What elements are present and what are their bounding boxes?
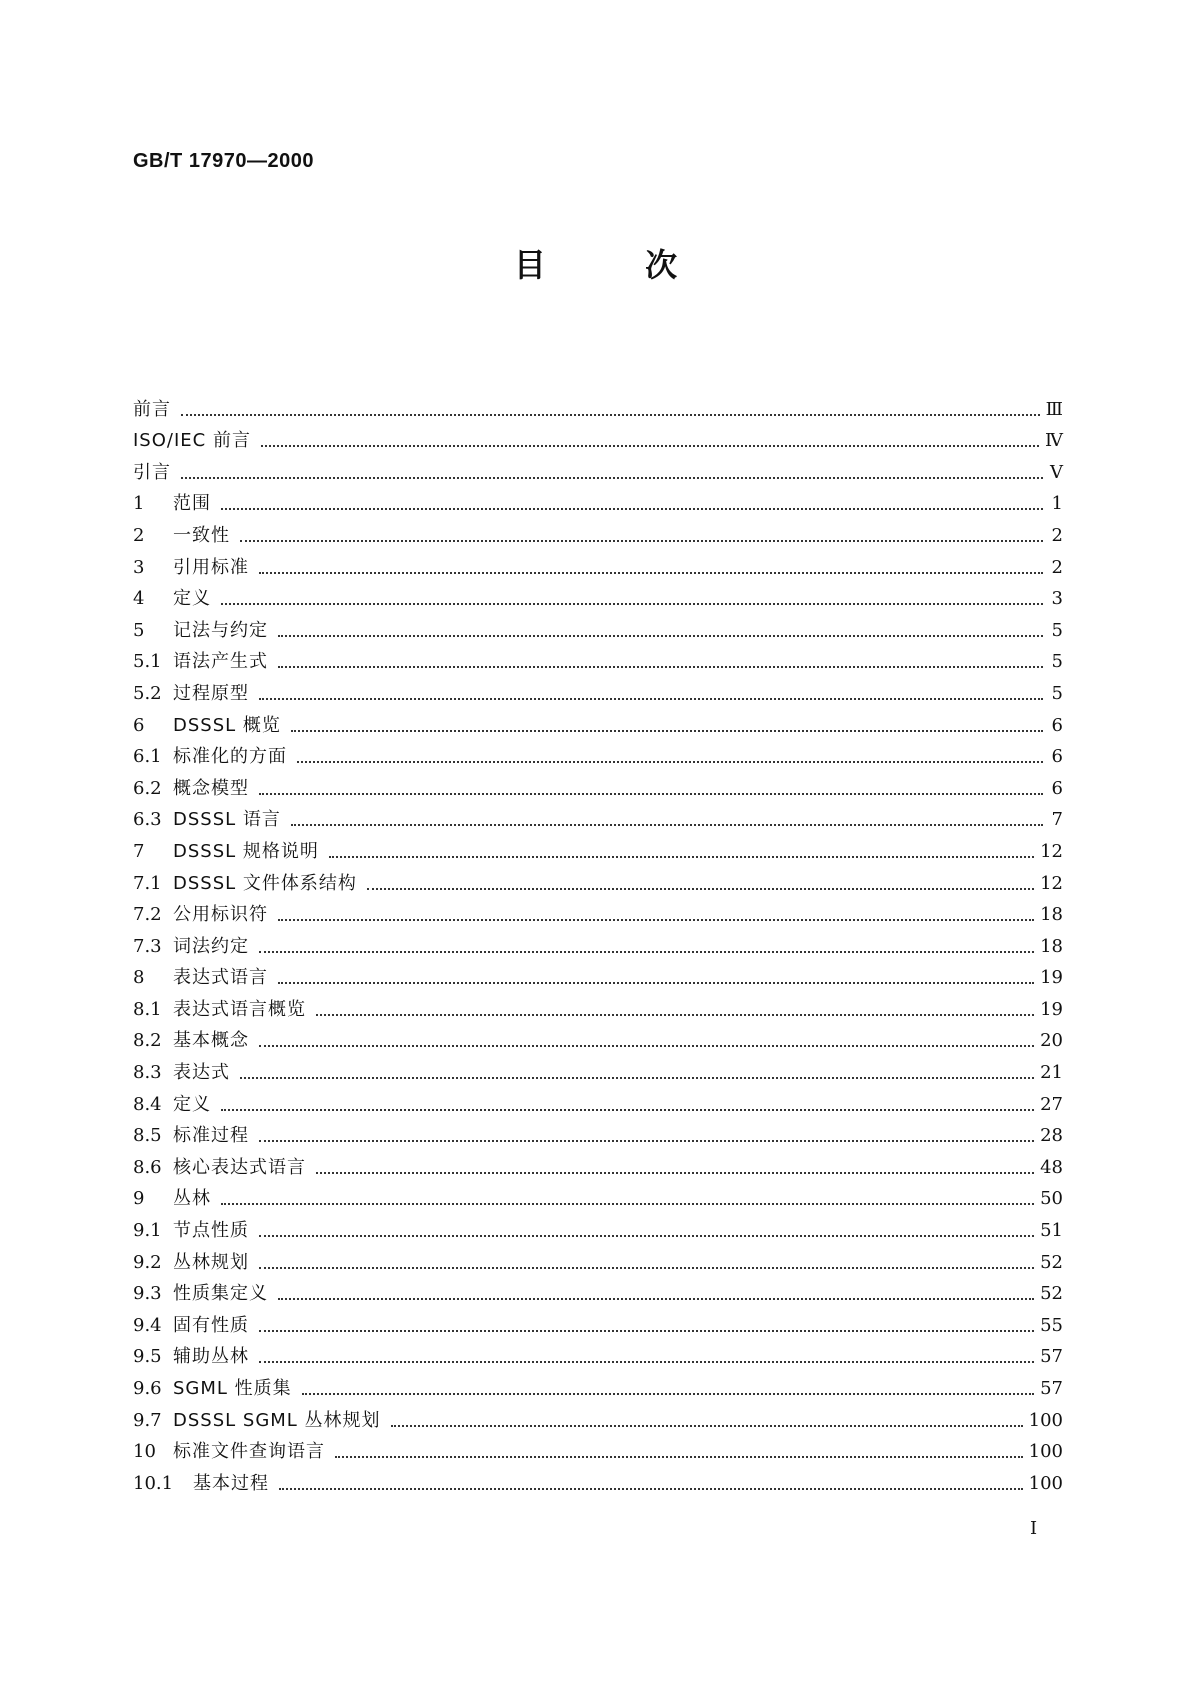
toc-entry-label: 核心表达式语言 (173, 1156, 306, 1178)
toc-entry-page: 12 (1040, 872, 1063, 894)
toc-entry-page: 7 (1051, 809, 1063, 831)
toc-entry[interactable] (133, 1052, 1063, 1084)
toc-entry-number: 9.1 (133, 1220, 162, 1242)
toc-leader-dots (259, 792, 1043, 795)
toc-entry-page: 19 (1040, 998, 1063, 1020)
toc-entry-label: SGML 性质集 (173, 1378, 292, 1399)
toc-entry-page: 2 (1051, 524, 1063, 546)
toc-leader-dots (181, 476, 1043, 479)
toc-entry-page: Ⅲ (1045, 398, 1063, 420)
toc-entry[interactable] (133, 673, 1063, 705)
toc-entry-page: 27 (1040, 1093, 1063, 1115)
toc-entry-number: 5.2 (133, 682, 162, 704)
toc-entry-page: 57 (1040, 1346, 1063, 1368)
toc-entry-label: 定义 (173, 588, 211, 610)
toc-entry[interactable] (133, 1400, 1063, 1432)
toc-entry-label: 标准化的方面 (173, 746, 287, 768)
toc-leader-dots (240, 1076, 1034, 1079)
toc-entry[interactable] (133, 800, 1063, 832)
toc-entry-label: 丛林 (173, 1188, 211, 1210)
toc-leader-dots (259, 1360, 1034, 1363)
toc-entry-page: 20 (1040, 1030, 1063, 1052)
toc-entry-label: 标准文件查询语言 (173, 1441, 325, 1463)
toc-entry-number: 9.2 (133, 1251, 162, 1273)
toc-entry-page: 57 (1040, 1378, 1063, 1399)
toc-entry[interactable] (133, 705, 1063, 737)
toc-entry-number: 7.1 (133, 872, 162, 894)
toc-entry-label: 定义 (173, 1093, 211, 1115)
toc-leader-dots (259, 1266, 1034, 1269)
toc-entry[interactable] (133, 1116, 1063, 1148)
toc-entry-number: 5 (133, 619, 145, 641)
toc-entry-label: 节点性质 (173, 1220, 249, 1242)
toc-leader-dots (240, 539, 1043, 542)
toc-entry-page: 21 (1040, 1062, 1063, 1084)
toc-entry[interactable] (133, 1463, 1063, 1495)
toc-entry-label: ISO/IEC 前言 (133, 430, 251, 452)
toc-entry-label: DSSSL 文件体系结构 (173, 872, 357, 894)
toc-entry-label: 表达式语言 (173, 967, 268, 989)
toc-entry-label: 语法产生式 (173, 651, 268, 673)
toc-entry-number: 9.6 (133, 1378, 162, 1399)
toc-leader-dots (259, 1234, 1034, 1237)
toc-entry-number: 6 (133, 714, 145, 736)
toc-leader-dots (278, 665, 1043, 668)
toc-entry-number: 9.7 (133, 1409, 162, 1431)
toc-entry-page: 6 (1051, 746, 1063, 768)
toc-entry[interactable] (133, 421, 1063, 453)
toc-title-char-2: 次 (645, 246, 678, 284)
toc-entry-page: 100 (1028, 1409, 1063, 1431)
toc-entry-page: 51 (1040, 1220, 1063, 1242)
toc-entry[interactable] (133, 1210, 1063, 1242)
toc-entry-number: 2 (133, 524, 145, 546)
toc-leader-dots (221, 1202, 1034, 1205)
toc-entry[interactable] (133, 926, 1063, 958)
toc-entry-number: 7 (133, 840, 145, 862)
toc-entry-label: 基本概念 (173, 1030, 249, 1052)
toc-entry[interactable] (133, 1337, 1063, 1369)
toc-entry[interactable] (133, 1305, 1063, 1337)
toc-entry-page: Ⅴ (1050, 461, 1063, 483)
toc-entry-label: 范围 (173, 493, 211, 515)
toc-leader-dots (335, 1455, 1023, 1458)
toc-entry[interactable] (133, 1274, 1063, 1306)
toc-leader-dots (278, 634, 1043, 637)
toc-entry-number: 10 (133, 1441, 156, 1463)
toc-entry-number: 8 (133, 967, 145, 989)
toc-entry-number: 8.4 (133, 1093, 162, 1115)
toc-entry-label: 引用标准 (173, 556, 249, 578)
toc-title-char-1: 目 (513, 246, 546, 284)
toc-entry-page: 6 (1051, 777, 1063, 799)
toc-entry-number: 8.2 (133, 1030, 162, 1052)
toc-entry[interactable] (133, 515, 1063, 547)
toc-leader-dots (329, 855, 1034, 858)
toc-leader-dots (278, 981, 1034, 984)
toc-leader-dots (261, 444, 1039, 447)
toc-entry-page: 6 (1051, 714, 1063, 736)
toc-entry[interactable] (133, 484, 1063, 516)
toc-entry-number: 5.1 (133, 651, 162, 673)
toc-entry-page: 3 (1051, 588, 1063, 610)
table-of-contents (133, 389, 1063, 1495)
toc-entry-page: 5 (1051, 651, 1063, 673)
toc-entry[interactable] (133, 579, 1063, 611)
toc-leader-dots (221, 602, 1043, 605)
toc-entry-page: 2 (1051, 556, 1063, 578)
toc-title (0, 240, 1191, 286)
toc-entry[interactable] (133, 642, 1063, 674)
toc-entry-label: 辅助丛林 (173, 1346, 249, 1368)
toc-leader-dots (367, 887, 1034, 890)
toc-leader-dots (291, 823, 1043, 826)
toc-entry-label: 词法约定 (173, 935, 249, 957)
toc-leader-dots (391, 1424, 1023, 1427)
toc-entry[interactable] (133, 1432, 1063, 1464)
toc-entry-page: 12 (1040, 840, 1063, 862)
toc-entry-label: DSSSL 规格说明 (173, 840, 319, 862)
toc-entry[interactable] (133, 452, 1063, 484)
toc-entry-page: 19 (1040, 967, 1063, 989)
toc-entry-number: 8.5 (133, 1125, 162, 1147)
toc-entry-number: 6.1 (133, 746, 162, 768)
toc-leader-dots (316, 1013, 1034, 1016)
toc-entry[interactable] (133, 895, 1063, 927)
toc-entry-page: 18 (1040, 904, 1063, 926)
toc-entry-number: 1 (133, 493, 145, 515)
toc-leader-dots (259, 1329, 1034, 1332)
toc-entry-page: 5 (1051, 619, 1063, 641)
toc-leader-dots (221, 1108, 1034, 1111)
toc-entry-number: 4 (133, 588, 145, 610)
toc-entry-label: 基本过程 (193, 1472, 269, 1494)
toc-entry[interactable] (133, 831, 1063, 863)
toc-entry-number: 9.4 (133, 1314, 162, 1336)
toc-entry-number: 8.6 (133, 1156, 162, 1178)
toc-entry-number: 8.1 (133, 998, 162, 1020)
toc-entry-number: 7.2 (133, 904, 162, 926)
toc-entry-number: 9.3 (133, 1283, 162, 1305)
toc-leader-dots (278, 1297, 1034, 1300)
toc-entry-label: 前言 (133, 398, 171, 420)
toc-entry-page: 50 (1040, 1188, 1063, 1210)
toc-leader-dots (302, 1392, 1034, 1395)
toc-leader-dots (259, 1139, 1034, 1142)
toc-entry-page: 5 (1051, 682, 1063, 704)
toc-entry[interactable] (133, 1179, 1063, 1211)
toc-entry-label: 标准过程 (173, 1125, 249, 1147)
toc-entry-page: Ⅳ (1045, 430, 1063, 452)
toc-entry-label: 引言 (133, 461, 171, 483)
toc-entry-page: 48 (1040, 1156, 1063, 1178)
toc-entry-page: 52 (1040, 1251, 1063, 1273)
toc-entry-number: 3 (133, 556, 145, 578)
standard-code: GB/T 17970—2000 (133, 150, 314, 172)
toc-entry-label: 概念模型 (173, 777, 249, 799)
toc-entry[interactable] (133, 389, 1063, 421)
toc-entry-label: DSSSL 概览 (173, 714, 281, 736)
toc-leader-dots (181, 413, 1040, 416)
toc-entry[interactable] (133, 610, 1063, 642)
toc-entry-page: 18 (1040, 935, 1063, 957)
toc-entry-page: 100 (1028, 1441, 1063, 1463)
toc-entry-page: 55 (1040, 1314, 1063, 1336)
page-number: I (1030, 1518, 1038, 1539)
toc-entry-label: 表达式语言概览 (173, 998, 306, 1020)
toc-entry-label: 表达式 (173, 1062, 230, 1084)
toc-entry-label: DSSSL 语言 (173, 809, 281, 831)
toc-leader-dots (297, 760, 1043, 763)
toc-leader-dots (279, 1487, 1023, 1490)
toc-leader-dots (259, 571, 1043, 574)
toc-entry[interactable] (133, 1368, 1063, 1400)
toc-entry-number: 6.3 (133, 809, 162, 831)
toc-entry-page: 1 (1051, 493, 1063, 515)
toc-entry-label: 一致性 (173, 524, 230, 546)
toc-entry[interactable] (133, 1242, 1063, 1274)
toc-entry-label: 丛林规划 (173, 1251, 249, 1273)
toc-entry[interactable] (133, 768, 1063, 800)
toc-leader-dots (221, 507, 1043, 510)
toc-entry-number: 8.3 (133, 1062, 162, 1084)
toc-leader-dots (316, 1171, 1034, 1174)
toc-entry-label: 公用标识符 (173, 904, 268, 926)
toc-entry[interactable] (133, 958, 1063, 990)
toc-entry-label: 过程原型 (173, 682, 249, 704)
toc-entry[interactable] (133, 1021, 1063, 1053)
toc-entry-page: 100 (1028, 1472, 1063, 1494)
toc-entry-number: 6.2 (133, 777, 162, 799)
toc-entry-number: 7.3 (133, 935, 162, 957)
toc-entry[interactable] (133, 737, 1063, 769)
toc-entry-page: 28 (1040, 1125, 1063, 1147)
toc-leader-dots (291, 729, 1043, 732)
toc-entry-label: 记法与约定 (173, 619, 268, 641)
toc-entry-label: 固有性质 (173, 1314, 249, 1336)
toc-leader-dots (259, 950, 1034, 953)
toc-entry-page: 52 (1040, 1283, 1063, 1305)
toc-leader-dots (259, 697, 1043, 700)
toc-entry[interactable] (133, 1147, 1063, 1179)
toc-entry-number: 9 (133, 1188, 145, 1210)
toc-entry[interactable] (133, 547, 1063, 579)
toc-entry-number: 10.1 (133, 1472, 174, 1494)
toc-entry-label: DSSSL SGML 丛林规划 (173, 1409, 381, 1431)
toc-entry-number: 9.5 (133, 1346, 162, 1368)
toc-entry[interactable] (133, 863, 1063, 895)
toc-entry[interactable] (133, 1084, 1063, 1116)
toc-leader-dots (278, 918, 1034, 921)
toc-entry[interactable] (133, 989, 1063, 1021)
toc-leader-dots (259, 1044, 1034, 1047)
toc-entry-label: 性质集定义 (173, 1283, 268, 1305)
